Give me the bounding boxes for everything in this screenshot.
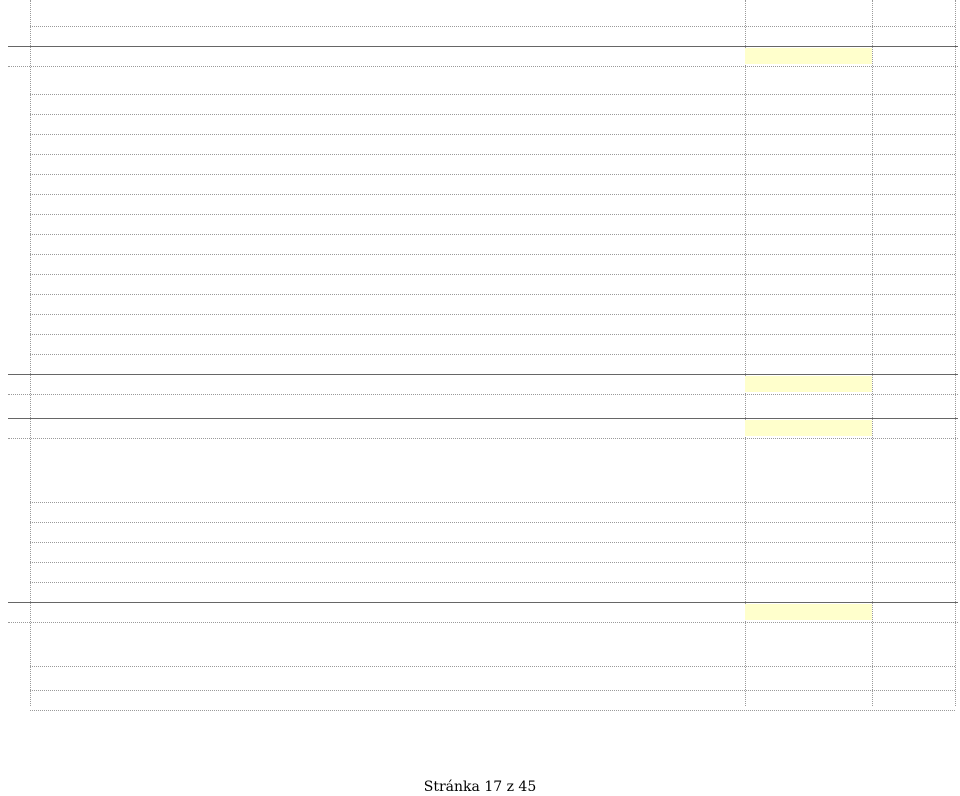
row-bottom-line	[30, 194, 955, 195]
row-bottom-line	[30, 114, 955, 115]
row-bottom-line	[30, 666, 955, 667]
row-bottom-line	[30, 354, 955, 355]
price-input-highlight	[745, 604, 872, 620]
price-input-highlight	[745, 48, 872, 64]
row-bottom-line	[30, 134, 955, 135]
item-bottom-line	[8, 394, 958, 395]
row-bottom-line	[30, 314, 955, 315]
item-bottom-line	[8, 622, 958, 623]
price-input-highlight	[745, 420, 872, 436]
row-bottom-line	[30, 26, 955, 27]
row-bottom-line	[30, 542, 955, 543]
row-bottom-line	[30, 274, 955, 275]
grid-vline-price	[872, 0, 873, 706]
row-bottom-line	[30, 562, 955, 563]
row-bottom-line	[30, 214, 955, 215]
item-separator-line	[8, 374, 958, 375]
row-bottom-line	[30, 234, 955, 235]
row-bottom-line	[30, 294, 955, 295]
row-bottom-line	[30, 334, 955, 335]
row-bottom-line	[30, 154, 955, 155]
grid-vline-qty	[745, 0, 746, 706]
row-bottom-line	[30, 94, 955, 95]
item-bottom-line	[8, 438, 958, 439]
price-input-highlight	[745, 376, 872, 392]
row-bottom-line	[30, 690, 955, 691]
item-separator-line	[8, 602, 958, 603]
item-separator-line	[8, 46, 958, 47]
grid-vline-right	[955, 0, 956, 706]
item-separator-line	[8, 418, 958, 419]
row-bottom-line	[30, 582, 955, 583]
row-bottom-line	[30, 502, 955, 503]
page-footer: Stránka 17 z 45	[423, 779, 537, 795]
grid-vline-left	[30, 0, 31, 706]
item-bottom-line	[8, 66, 958, 67]
row-bottom-line	[30, 522, 955, 523]
row-bottom-line	[30, 710, 955, 711]
row-bottom-line	[30, 254, 955, 255]
row-bottom-line	[30, 174, 955, 175]
